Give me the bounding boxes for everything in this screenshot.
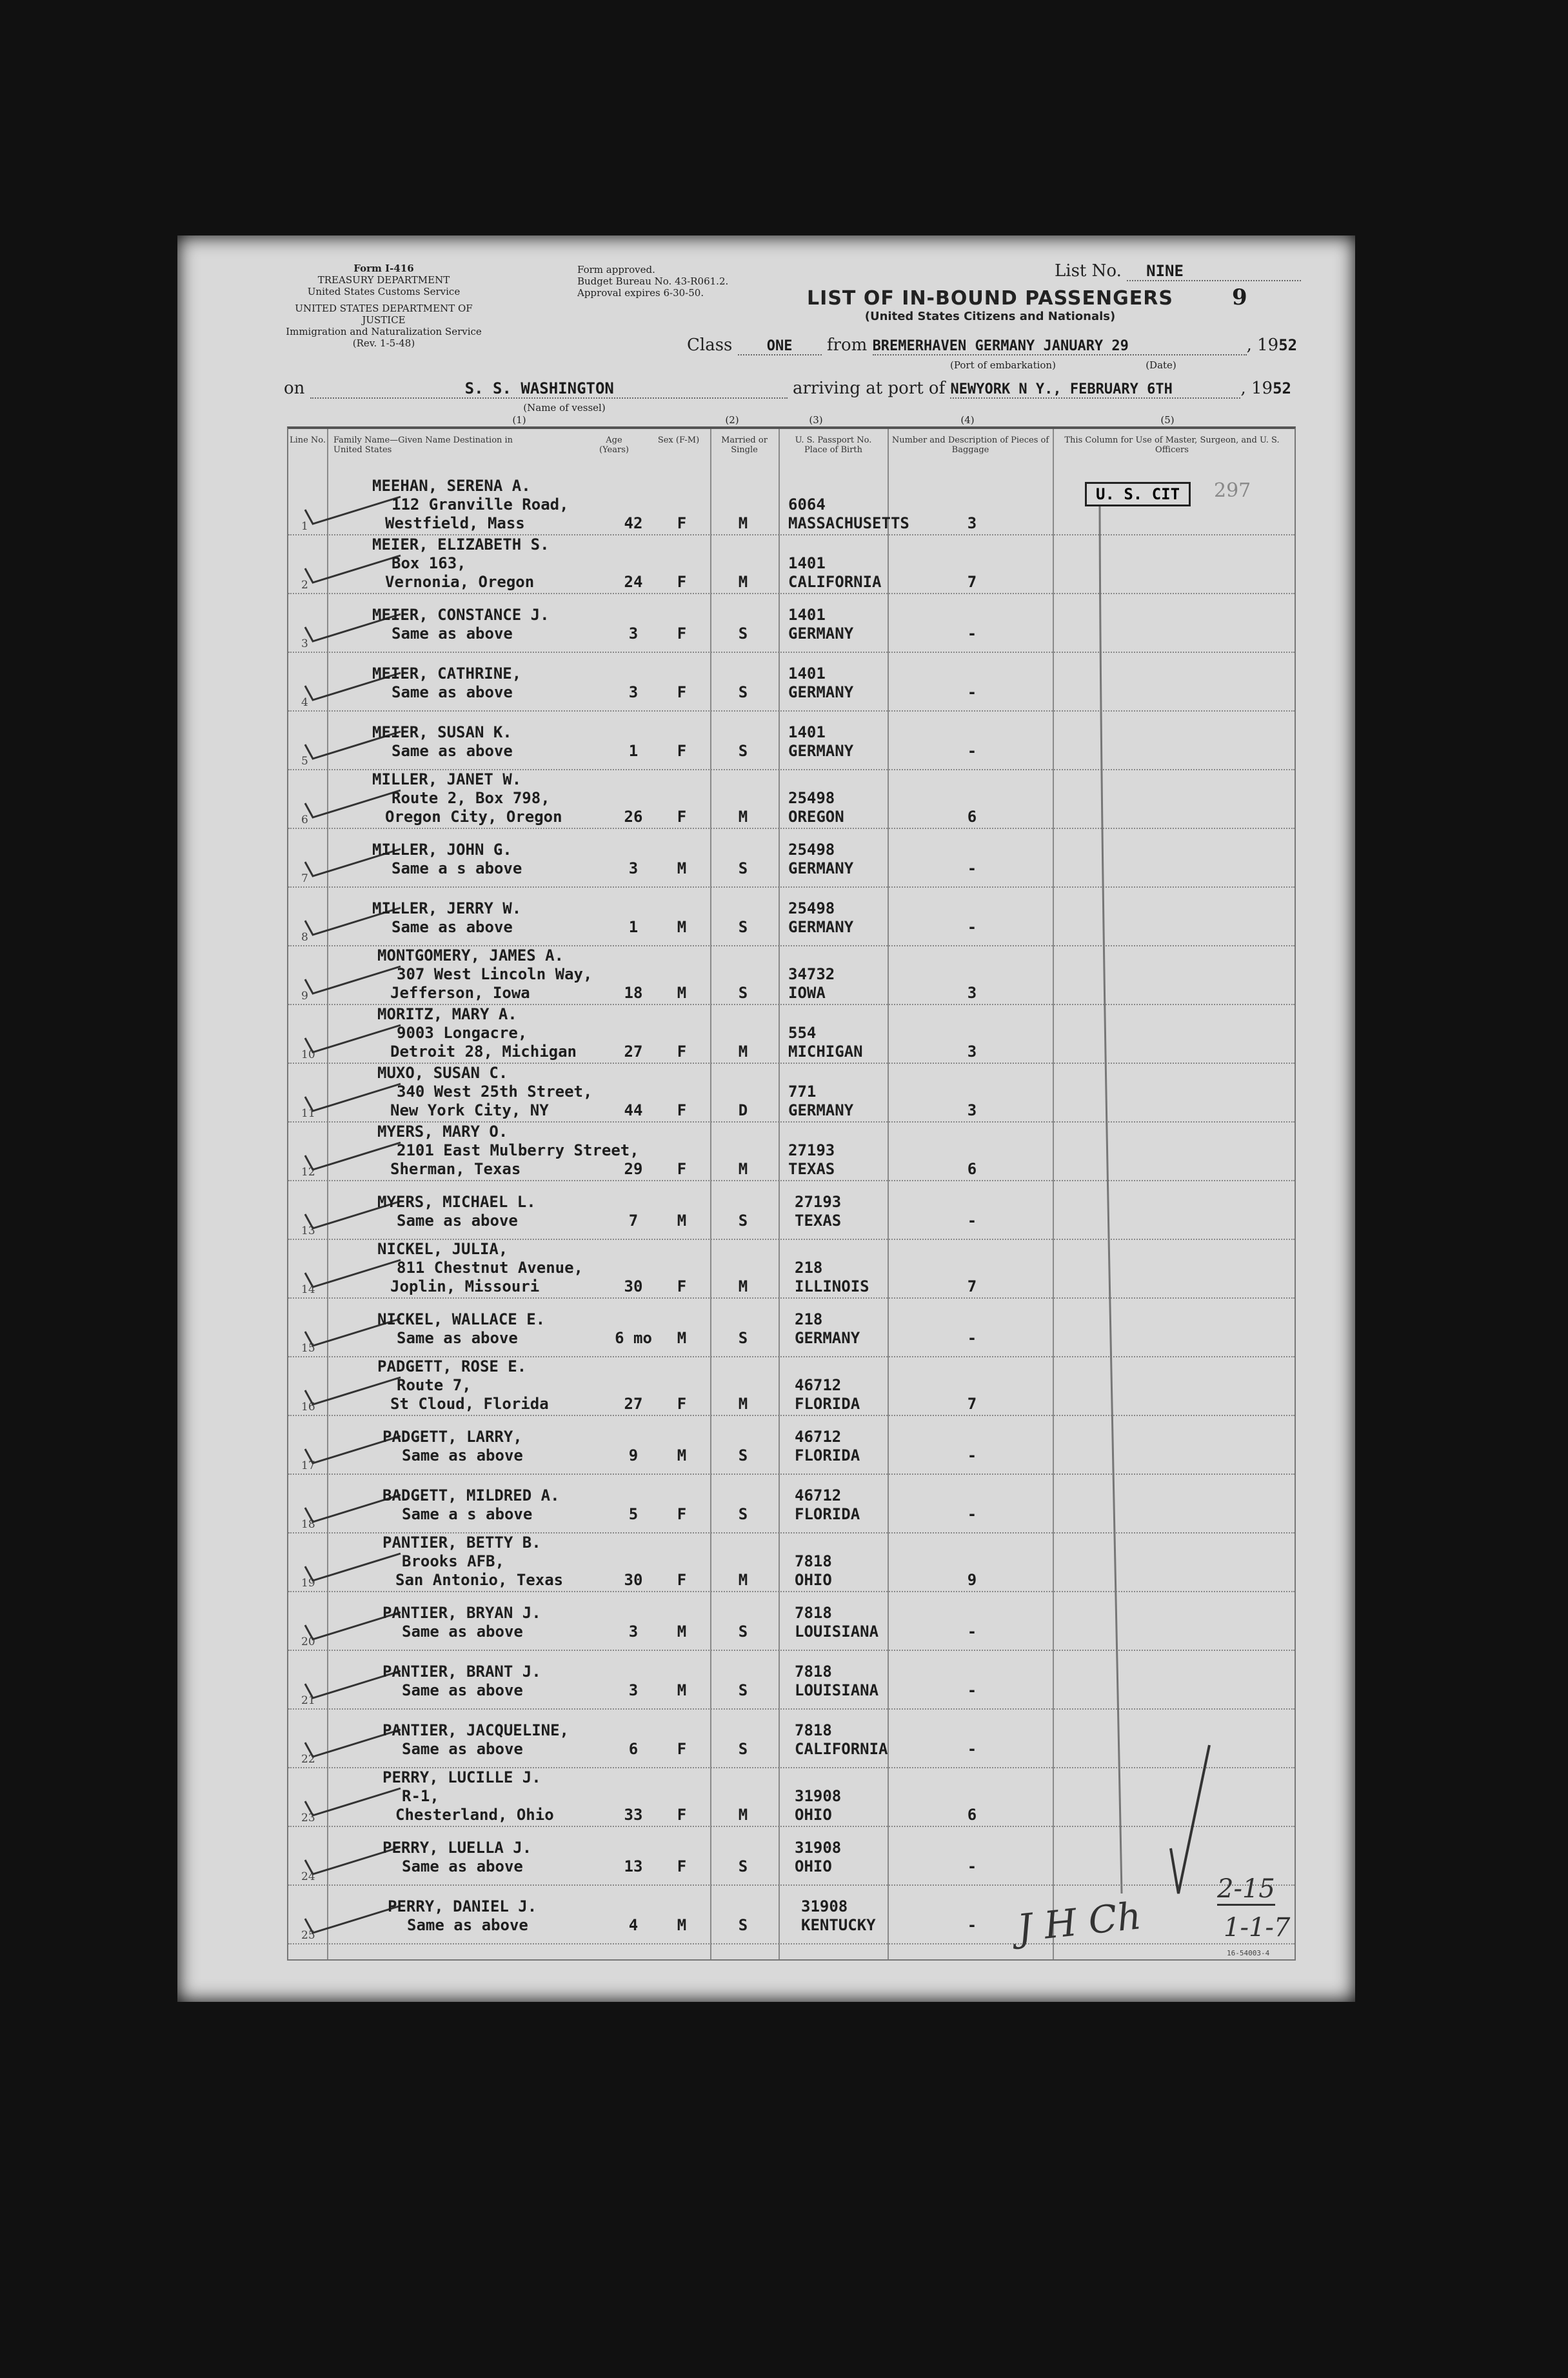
line-number: 5 — [301, 755, 308, 768]
place-of-birth: GERMANY — [788, 918, 854, 936]
passenger-table — [287, 426, 1296, 1961]
destination-line: Same as above — [397, 1212, 518, 1230]
form-subtitle: (United States Citizens and Nationals) — [864, 310, 1116, 323]
destination-line: Same as above — [392, 624, 513, 643]
passenger-name: MEIER, SUSAN K. — [372, 723, 512, 741]
sex: M — [677, 1212, 687, 1230]
place-of-birth: IOWA — [788, 984, 826, 1002]
marital-status: S — [738, 1623, 748, 1641]
sex: F — [677, 1505, 687, 1523]
passenger-name: PANTIER, BRYAN J. — [382, 1604, 541, 1622]
age: 3 — [628, 1623, 639, 1641]
justice-block — [274, 303, 493, 349]
passport-number: 7818 — [795, 1663, 832, 1681]
sex: F — [677, 1571, 687, 1589]
baggage-count: 7 — [967, 573, 977, 591]
line-number: 25 — [301, 1929, 315, 1942]
passenger-name: PADGETT, LARRY, — [382, 1428, 522, 1446]
place-of-birth: FLORIDA — [795, 1395, 860, 1413]
year2-prefix: 19 — [1251, 379, 1273, 398]
sex: F — [677, 742, 687, 760]
destination-line: Same as above — [402, 1623, 523, 1641]
place-of-birth: CALIFORNIA — [788, 573, 882, 591]
passport-number: 1401 — [788, 664, 826, 683]
passport-number: 31908 — [801, 1897, 848, 1915]
passport-number: 46712 — [795, 1486, 842, 1504]
place-of-birth: TEXAS — [795, 1212, 842, 1230]
on-label: on — [284, 379, 305, 398]
sex: M — [677, 859, 687, 877]
from-value: BREMERHAVEN GERMANY JANUARY 29 — [873, 338, 1247, 355]
line-number: 12 — [301, 1166, 315, 1179]
line-number: 14 — [301, 1283, 315, 1296]
approval-block — [577, 264, 745, 299]
sex: F — [677, 1160, 687, 1178]
marital-status: S — [738, 1505, 748, 1523]
age: 29 — [624, 1160, 643, 1178]
embarkation-caption: (Port of embarkation) — [950, 359, 1056, 371]
age: 7 — [628, 1212, 639, 1230]
baggage-count: - — [967, 1623, 977, 1641]
age: 26 — [624, 808, 643, 826]
list-no-value: NINE — [1127, 262, 1301, 281]
marital-status: M — [738, 1395, 748, 1413]
age: 44 — [624, 1101, 643, 1119]
passenger-name: MUXO, SUSAN C. — [377, 1064, 508, 1082]
age: 27 — [624, 1043, 643, 1061]
passport-number: 218 — [795, 1310, 823, 1328]
sex: M — [677, 918, 687, 936]
baggage-count: 3 — [967, 984, 977, 1002]
ins-service: Immigration and Naturalization Service — [286, 326, 482, 337]
sex: M — [677, 1681, 687, 1699]
passenger-name: PANTIER, BRANT J. — [382, 1663, 541, 1681]
sex: F — [677, 624, 687, 643]
age: 9 — [628, 1446, 639, 1464]
place-of-birth: CALIFORNIA — [795, 1740, 888, 1758]
destination-line: Joplin, Missouri — [390, 1277, 540, 1295]
destination-line: San Antonio, Texas — [395, 1571, 564, 1589]
place-of-birth: LOUISIANA — [795, 1623, 879, 1641]
baggage-count: 3 — [967, 514, 977, 532]
baggage-count: - — [967, 1505, 977, 1523]
place-of-birth: OHIO — [795, 1857, 832, 1875]
place-of-birth: GERMANY — [788, 1101, 854, 1119]
marital-status: S — [738, 624, 748, 643]
sex: F — [677, 514, 687, 532]
passport-number: 31908 — [795, 1787, 842, 1805]
place-of-birth: GERMANY — [788, 624, 854, 643]
age: 3 — [628, 1681, 639, 1699]
destination-line: Route 2, Box 798, — [392, 789, 550, 807]
sex: F — [677, 1740, 687, 1758]
destination-line: 9003 Longacre, — [397, 1024, 528, 1042]
age: 6 — [628, 1740, 639, 1758]
age: 27 — [624, 1395, 643, 1413]
place-of-birth: FLORIDA — [795, 1505, 860, 1523]
age: 42 — [624, 514, 643, 532]
passenger-name: MEIER, CONSTANCE J. — [372, 606, 550, 624]
from-label: from — [826, 335, 868, 355]
manifest-sheet — [177, 235, 1355, 2002]
justice-department: UNITED STATES DEPARTMENT OF JUSTICE — [295, 303, 473, 326]
signature-fraction-bottom: 1-1-7 — [1224, 1913, 1291, 1943]
sex: F — [677, 1277, 687, 1295]
destination-line: Westfield, Mass — [385, 514, 525, 532]
officer-signature: J H Ch — [1015, 1893, 1144, 1950]
vessel-caption: (Name of vessel) — [523, 402, 606, 414]
baggage-count: 7 — [967, 1277, 977, 1295]
destination-line: 340 West 25th Street, — [397, 1083, 593, 1101]
marital-status: M — [738, 514, 748, 532]
place-of-birth: LOUISIANA — [795, 1681, 879, 1699]
sex: M — [677, 1623, 687, 1641]
customs-service: United States Customs Service — [307, 286, 461, 297]
age: 13 — [624, 1857, 643, 1875]
line-number: 18 — [301, 1518, 315, 1531]
baggage-count: - — [967, 1681, 977, 1699]
sex: F — [677, 1395, 687, 1413]
sex: F — [677, 1101, 687, 1119]
place-of-birth: ILLINOIS — [795, 1277, 869, 1295]
marital-status: M — [738, 808, 748, 826]
age: 24 — [624, 573, 643, 591]
passenger-name: MEIER, CATHRINE, — [372, 664, 522, 683]
sex: M — [677, 1446, 687, 1464]
treasury-department: TREASURY DEPARTMENT — [317, 274, 450, 286]
destination-line: Same as above — [402, 1857, 523, 1875]
col-number-4: (4) — [960, 414, 975, 426]
line-number: 21 — [301, 1694, 315, 1707]
treasury-block — [281, 263, 487, 297]
destination-line: Same a s above — [392, 859, 522, 877]
form-approved: Form approved. — [577, 264, 655, 275]
baggage-count: - — [967, 683, 977, 701]
age: 1 — [628, 918, 639, 936]
passport-number: 6064 — [788, 495, 826, 514]
passenger-name: MEIER, ELIZABETH S. — [372, 535, 550, 554]
passport-number: 34732 — [788, 965, 835, 983]
citizen-stamp: U. S. CIT — [1085, 482, 1191, 506]
marital-status: M — [738, 1160, 748, 1178]
place-of-birth: TEXAS — [788, 1160, 835, 1178]
line-number: 20 — [301, 1635, 315, 1648]
destination-line: Same as above — [392, 742, 513, 760]
passport-number: 25498 — [788, 789, 835, 807]
marital-status: S — [738, 1212, 748, 1230]
sex: F — [677, 808, 687, 826]
destination-line: R-1, — [402, 1787, 439, 1805]
sex: F — [677, 1043, 687, 1061]
marital-status: D — [738, 1101, 748, 1119]
marital-status: S — [738, 984, 748, 1002]
place-of-birth: GERMANY — [795, 1329, 860, 1347]
destination-line: Brooks AFB, — [402, 1552, 504, 1570]
age: 3 — [628, 624, 639, 643]
passenger-name: MILLER, JANET W. — [372, 770, 522, 788]
line-number: 15 — [301, 1342, 315, 1355]
date-caption: (Date) — [1146, 359, 1176, 371]
marital-status: S — [738, 1446, 748, 1464]
vessel-name: S. S. WASHINGTON — [310, 379, 788, 399]
passenger-name: MORITZ, MARY A. — [377, 1005, 517, 1023]
form-number: Form I-416 — [353, 263, 414, 274]
line-number: 4 — [301, 696, 308, 709]
marital-status: S — [738, 918, 748, 936]
passport-number: 46712 — [795, 1428, 842, 1446]
passenger-name: MEEHAN, SERENA A. — [372, 477, 531, 495]
destination-line: Vernonia, Oregon — [385, 573, 535, 591]
signature-fraction-top: 2-15 — [1217, 1874, 1275, 1906]
marital-status: S — [738, 1329, 748, 1347]
destination-line: 811 Chestnut Avenue, — [397, 1259, 583, 1277]
line-number: 9 — [301, 990, 308, 1003]
stamp-number: 297 — [1214, 479, 1251, 502]
passport-number: 46712 — [795, 1376, 842, 1394]
age: 6 mo — [615, 1329, 652, 1347]
header-age: Age (Years) — [599, 435, 629, 455]
approval-expires: Approval expires 6-30-50. — [577, 287, 704, 299]
place-of-birth: GERMANY — [788, 683, 854, 701]
destination-line: Detroit 28, Michigan — [390, 1043, 577, 1061]
line-number: 13 — [301, 1224, 315, 1237]
line-number: 8 — [301, 931, 308, 944]
baggage-count: 3 — [967, 1101, 977, 1119]
marital-status: S — [738, 742, 748, 760]
passenger-name: BADGETT, MILDRED A. — [382, 1486, 560, 1504]
passenger-name: MYERS, MARY O. — [377, 1123, 508, 1141]
place-of-birth: OREGON — [788, 808, 844, 826]
age: 33 — [624, 1806, 643, 1824]
passenger-name: PANTIER, BETTY B. — [382, 1534, 541, 1552]
pencil-line — [1062, 506, 1295, 1958]
col-number-5: (5) — [1160, 414, 1175, 426]
year2: 52 — [1273, 379, 1291, 397]
marital-status: S — [738, 1857, 748, 1875]
place-of-birth: MICHIGAN — [788, 1043, 863, 1061]
baggage-count: - — [967, 859, 977, 877]
baggage-count: 6 — [967, 808, 977, 826]
passport-number: 1401 — [788, 606, 826, 624]
form-title: LIST OF IN-BOUND PASSENGERS — [807, 287, 1173, 310]
form-header — [177, 235, 1355, 429]
marital-status: S — [738, 1916, 748, 1934]
header-sex: Sex (F-M) — [657, 435, 700, 445]
sex: F — [677, 573, 687, 591]
passenger-name: MILLER, JERRY W. — [372, 899, 522, 917]
col-number-2: (2) — [725, 414, 739, 426]
list-number-line — [1055, 261, 1332, 281]
destination-line: Chesterland, Ohio — [395, 1806, 554, 1824]
class-label: Class — [687, 335, 733, 355]
destination-line: Jefferson, Iowa — [390, 984, 530, 1002]
passport-number: 771 — [788, 1083, 817, 1101]
passenger-name: MILLER, JOHN G. — [372, 841, 512, 859]
baggage-count: - — [967, 624, 977, 643]
header-passport: U. S. Passport No. Place of Birth — [795, 435, 872, 455]
passenger-name: PERRY, LUCILLE J. — [382, 1768, 541, 1786]
place-of-birth: KENTUCKY — [801, 1916, 876, 1934]
destination-line: New York City, NY — [390, 1101, 549, 1119]
sex: M — [677, 1329, 687, 1347]
revision: (Rev. 1-5-48) — [352, 337, 415, 349]
marital-status: M — [738, 1043, 748, 1061]
destination-line: St Cloud, Florida — [390, 1395, 549, 1413]
passenger-name: NICKEL, WALLACE E. — [377, 1310, 546, 1328]
passport-number: 25498 — [788, 841, 835, 859]
baggage-count: - — [967, 742, 977, 760]
year1: 52 — [1278, 336, 1298, 354]
baggage-count: 6 — [967, 1160, 977, 1178]
marital-status: S — [738, 1740, 748, 1758]
header-baggage: Number and Description of Pieces of Baggage — [891, 435, 1049, 455]
col-number-1: (1) — [512, 414, 526, 426]
header-officers: This Column for Use of Master, Surgeon, and U. S. Officers — [1064, 435, 1280, 455]
line-number: 16 — [301, 1401, 315, 1414]
marital-status: M — [738, 1277, 748, 1295]
line-number: 6 — [301, 814, 308, 826]
line-number: 10 — [301, 1048, 315, 1061]
marital-status: M — [738, 1806, 748, 1824]
passport-number: 31908 — [795, 1839, 842, 1857]
sex: M — [677, 984, 687, 1002]
line-number: 24 — [301, 1870, 315, 1883]
line-number: 19 — [301, 1577, 315, 1590]
destination-line: 112 Granville Road, — [392, 495, 569, 514]
baggage-count: 9 — [967, 1571, 977, 1589]
destination-line: Same as above — [407, 1916, 528, 1934]
age: 3 — [628, 859, 639, 877]
marital-status: M — [738, 1571, 748, 1589]
line-number: 11 — [301, 1107, 315, 1120]
sex: F — [677, 1857, 687, 1875]
print-code: 16-54003-4 — [1227, 1949, 1270, 1957]
marital-status: S — [738, 859, 748, 877]
arriving-label: arriving at port of — [792, 379, 946, 398]
marital-status: S — [738, 683, 748, 701]
baggage-count: - — [967, 1740, 977, 1758]
place-of-birth: FLORIDA — [795, 1446, 860, 1464]
passenger-name: MYERS, MICHAEL L. — [377, 1193, 536, 1211]
destination-line: Same as above — [397, 1329, 518, 1347]
budget-bureau: Budget Bureau No. 43-R061.2. — [577, 275, 729, 287]
line-number: 3 — [301, 637, 308, 650]
marital-status: S — [738, 1681, 748, 1699]
passenger-name: MONTGOMERY, JAMES A. — [377, 946, 564, 964]
destination-line: Same as above — [392, 683, 513, 701]
baggage-count: 3 — [967, 1043, 977, 1061]
marital-status: M — [738, 573, 748, 591]
header-name: Family Name—Given Name Destination in United States — [333, 435, 513, 455]
arrival-port: NEWYORK N Y., FEBRUARY 6TH — [950, 381, 1240, 399]
destination-line: Sherman, Texas — [390, 1160, 521, 1178]
place-of-birth: MASSACHUSETTS — [788, 514, 909, 532]
destination-line: Same as above — [392, 918, 513, 936]
check-mark — [304, 1551, 407, 1583]
passport-number: 1401 — [788, 723, 826, 741]
destination-line: Same a s above — [402, 1505, 533, 1523]
destination-line: Box 163, — [392, 554, 466, 572]
passenger-name: PANTIER, JACQUELINE, — [382, 1721, 569, 1739]
place-of-birth: GERMANY — [788, 742, 854, 760]
baggage-count: 7 — [967, 1395, 977, 1413]
passenger-name: NICKEL, JULIA, — [377, 1240, 508, 1258]
baggage-count: 6 — [967, 1806, 977, 1824]
col-number-3: (3) — [809, 414, 823, 426]
age: 3 — [628, 683, 639, 701]
passenger-name: PERRY, DANIEL J. — [388, 1897, 537, 1915]
line-number: 17 — [301, 1459, 315, 1472]
header-married: Married or Single — [721, 435, 768, 455]
line-number: 2 — [301, 579, 308, 592]
sex: F — [677, 683, 687, 701]
passport-number: 7818 — [795, 1604, 832, 1622]
check-mark — [304, 1786, 407, 1818]
sex: M — [677, 1916, 687, 1934]
line-number: 7 — [301, 872, 308, 885]
year1-prefix: 19 — [1257, 335, 1279, 355]
age: 30 — [624, 1571, 643, 1589]
age: 5 — [628, 1505, 639, 1523]
sex: F — [677, 1806, 687, 1824]
list-no-label: List No. — [1055, 261, 1122, 281]
baggage-count: - — [967, 1329, 977, 1347]
passenger-name: PADGETT, ROSE E. — [377, 1357, 527, 1375]
baggage-count: - — [967, 1857, 977, 1875]
age: 18 — [624, 984, 643, 1002]
baggage-count: - — [967, 918, 977, 936]
place-of-birth: OHIO — [795, 1806, 832, 1824]
passport-number: 554 — [788, 1024, 817, 1042]
destination-line: Same as above — [402, 1681, 523, 1699]
passport-number: 1401 — [788, 554, 826, 572]
title-block — [797, 287, 1184, 323]
age: 1 — [628, 742, 639, 760]
place-of-birth: GERMANY — [788, 859, 854, 877]
header-line-no: Line No. — [289, 435, 326, 445]
passport-number: 25498 — [788, 899, 835, 917]
line-number: 23 — [301, 1812, 315, 1824]
passport-number: 27193 — [788, 1141, 835, 1159]
destination-line: Oregon City, Oregon — [385, 808, 562, 826]
passport-number: 7818 — [795, 1721, 832, 1739]
destination-line: 2101 East Mulberry Street, — [397, 1141, 639, 1159]
line-number: 1 — [301, 520, 308, 533]
destination-line: 307 West Lincoln Way, — [397, 965, 593, 983]
passport-number: 7818 — [795, 1552, 832, 1570]
destination-line: Same as above — [402, 1446, 523, 1464]
place-of-birth: OHIO — [795, 1571, 832, 1589]
age: 4 — [628, 1916, 639, 1934]
class-line: Class ONE from BREMERHAVEN GERMANY JANUARY 29 , 1952 — [687, 335, 1298, 355]
baggage-count: - — [967, 1446, 977, 1464]
destination-line: Route 7, — [397, 1376, 471, 1394]
baggage-count: - — [967, 1212, 977, 1230]
passport-number: 27193 — [795, 1193, 842, 1211]
line-number: 22 — [301, 1753, 315, 1766]
page-number: 9 — [1232, 285, 1247, 310]
vessel-line: on S. S. WASHINGTON arriving at port of NEWYORK N Y., FEBRUARY 6TH , 1952 — [284, 379, 1291, 398]
destination-line: Same as above — [402, 1740, 523, 1758]
class-value: ONE — [738, 338, 822, 355]
age: 30 — [624, 1277, 643, 1295]
passport-number: 218 — [795, 1259, 823, 1277]
passenger-name: PERRY, LUELLA J. — [382, 1839, 532, 1857]
baggage-count: - — [967, 1916, 977, 1934]
